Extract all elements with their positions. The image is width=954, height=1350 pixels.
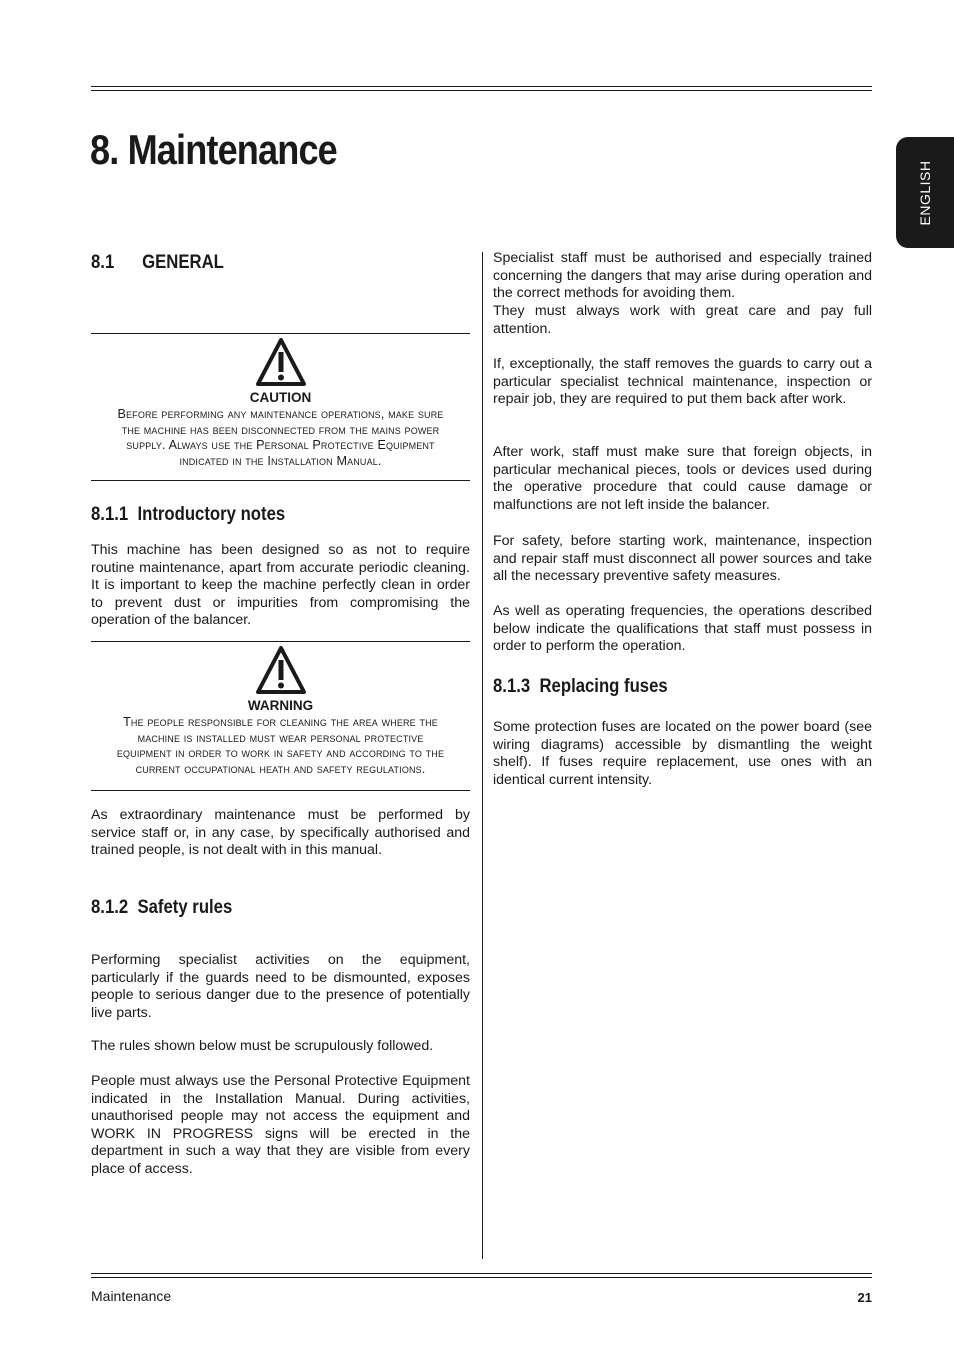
- paragraph-intro: This machine has been designed so as not to require routine maintenance, apart from accurate periodic cleaning. It is important to keep the machine perfectly clean in order to prevent dust or impurities from compromising the operation of the balancer.: [91, 542, 470, 629]
- caution-label: CAUTION: [249, 390, 312, 405]
- warning-text: The people responsible for cleaning the area where the machine is installed must wear personal protective equipment in order to work in safety and according to the current occupational heath and safety regulations.: [116, 715, 445, 776]
- warning-rule-top: [91, 641, 470, 642]
- section-heading-intro: 8.1.1 Introductory notes: [91, 504, 286, 525]
- warning-rule-bottom: [91, 790, 470, 791]
- footer-rule-top: [91, 1273, 872, 1274]
- page-number: 21: [857, 1290, 872, 1305]
- paragraph-disconnect: For safety, before starting work, maintenance, inspection and repair staff must disconnect all power sources and take all the necessary preventive safety measures.: [493, 533, 872, 585]
- section-heading-fuses: 8.1.3 Replacing fuses: [493, 676, 668, 697]
- caution-text: Before performing any maintenance operations, make sure the machine has been disconnected from the mains power supply. Always use the Personal Protective Equipment indicated in the Installation Manual.: [117, 407, 444, 468]
- paragraph-fuses: Some protection fuses are located on the power board (see wiring diagrams) accessible by dismantling the weight shelf). If fuses require replacement, use ones with an identical current intensity.: [493, 719, 872, 788]
- section-heading-safety: 8.1.2 Safety rules: [91, 897, 233, 918]
- warning-triangle-icon: [255, 337, 307, 387]
- paragraph-care: They must always work with great care and pay full attention.: [493, 303, 872, 337]
- paragraph-guards: If, exceptionally, the staff removes the guards to carry out a particular specialist technical maintenance, inspection or repair job, they are required to put them back after work.: [493, 356, 872, 408]
- paragraph-safety-2: The rules shown below must be scrupulously followed.: [91, 1038, 434, 1054]
- footer-rule-bottom: [91, 1277, 872, 1278]
- header-rule-top: [91, 86, 872, 87]
- language-tab-label: ENGLISH: [917, 160, 933, 225]
- warning-triangle-icon: [255, 645, 307, 695]
- paragraph-frequencies: As well as operating frequencies, the operations described below indicate the qualifications that staff must possess in order to perform the operation.: [493, 603, 872, 655]
- paragraph-safety-3: People must always use the Personal Protective Equipment indicated in the Installation Manual. During activities, unauthorised people may not access the equipment and WORK IN PROGRESS signs will be erected in the department in such a way that they are visible from every place of access.: [91, 1073, 470, 1177]
- header-rule-bottom: [91, 90, 872, 91]
- column-divider: [482, 252, 483, 1259]
- warning-label: WARNING: [247, 698, 314, 713]
- paragraph-safety-1: Performing specialist activities on the equipment, particularly if the guards need to be dismounted, exposes people to serious danger due to the presence of potentially live parts.: [91, 952, 470, 1021]
- caution-box: [91, 333, 470, 481]
- section-heading-general: 8.1 GENERAL: [91, 252, 224, 273]
- paragraph-after-work: After work, staff must make sure that foreign objects, in particular mechanical pieces, tools or devices used during the operative procedure that could cause damage or malfunctions are not left inside the balancer.: [493, 444, 872, 513]
- caution-rule-top: [91, 333, 470, 334]
- paragraph-extraordinary: As extraordinary maintenance must be performed by service staff or, in any case, by specifically authorised and trained people, is not dealt with in this manual.: [91, 807, 470, 859]
- caution-rule-bottom: [91, 480, 470, 481]
- paragraph-specialist-staff: Specialist staff must be authorised and especially trained concerning the dangers that may arise during operation and the correct methods for avoiding them.: [493, 250, 872, 302]
- footer-section-name: Maintenance: [91, 1288, 172, 1304]
- chapter-title: 8. Maintenance: [90, 126, 337, 173]
- warning-box: [91, 641, 470, 791]
- language-tab: [896, 137, 954, 248]
